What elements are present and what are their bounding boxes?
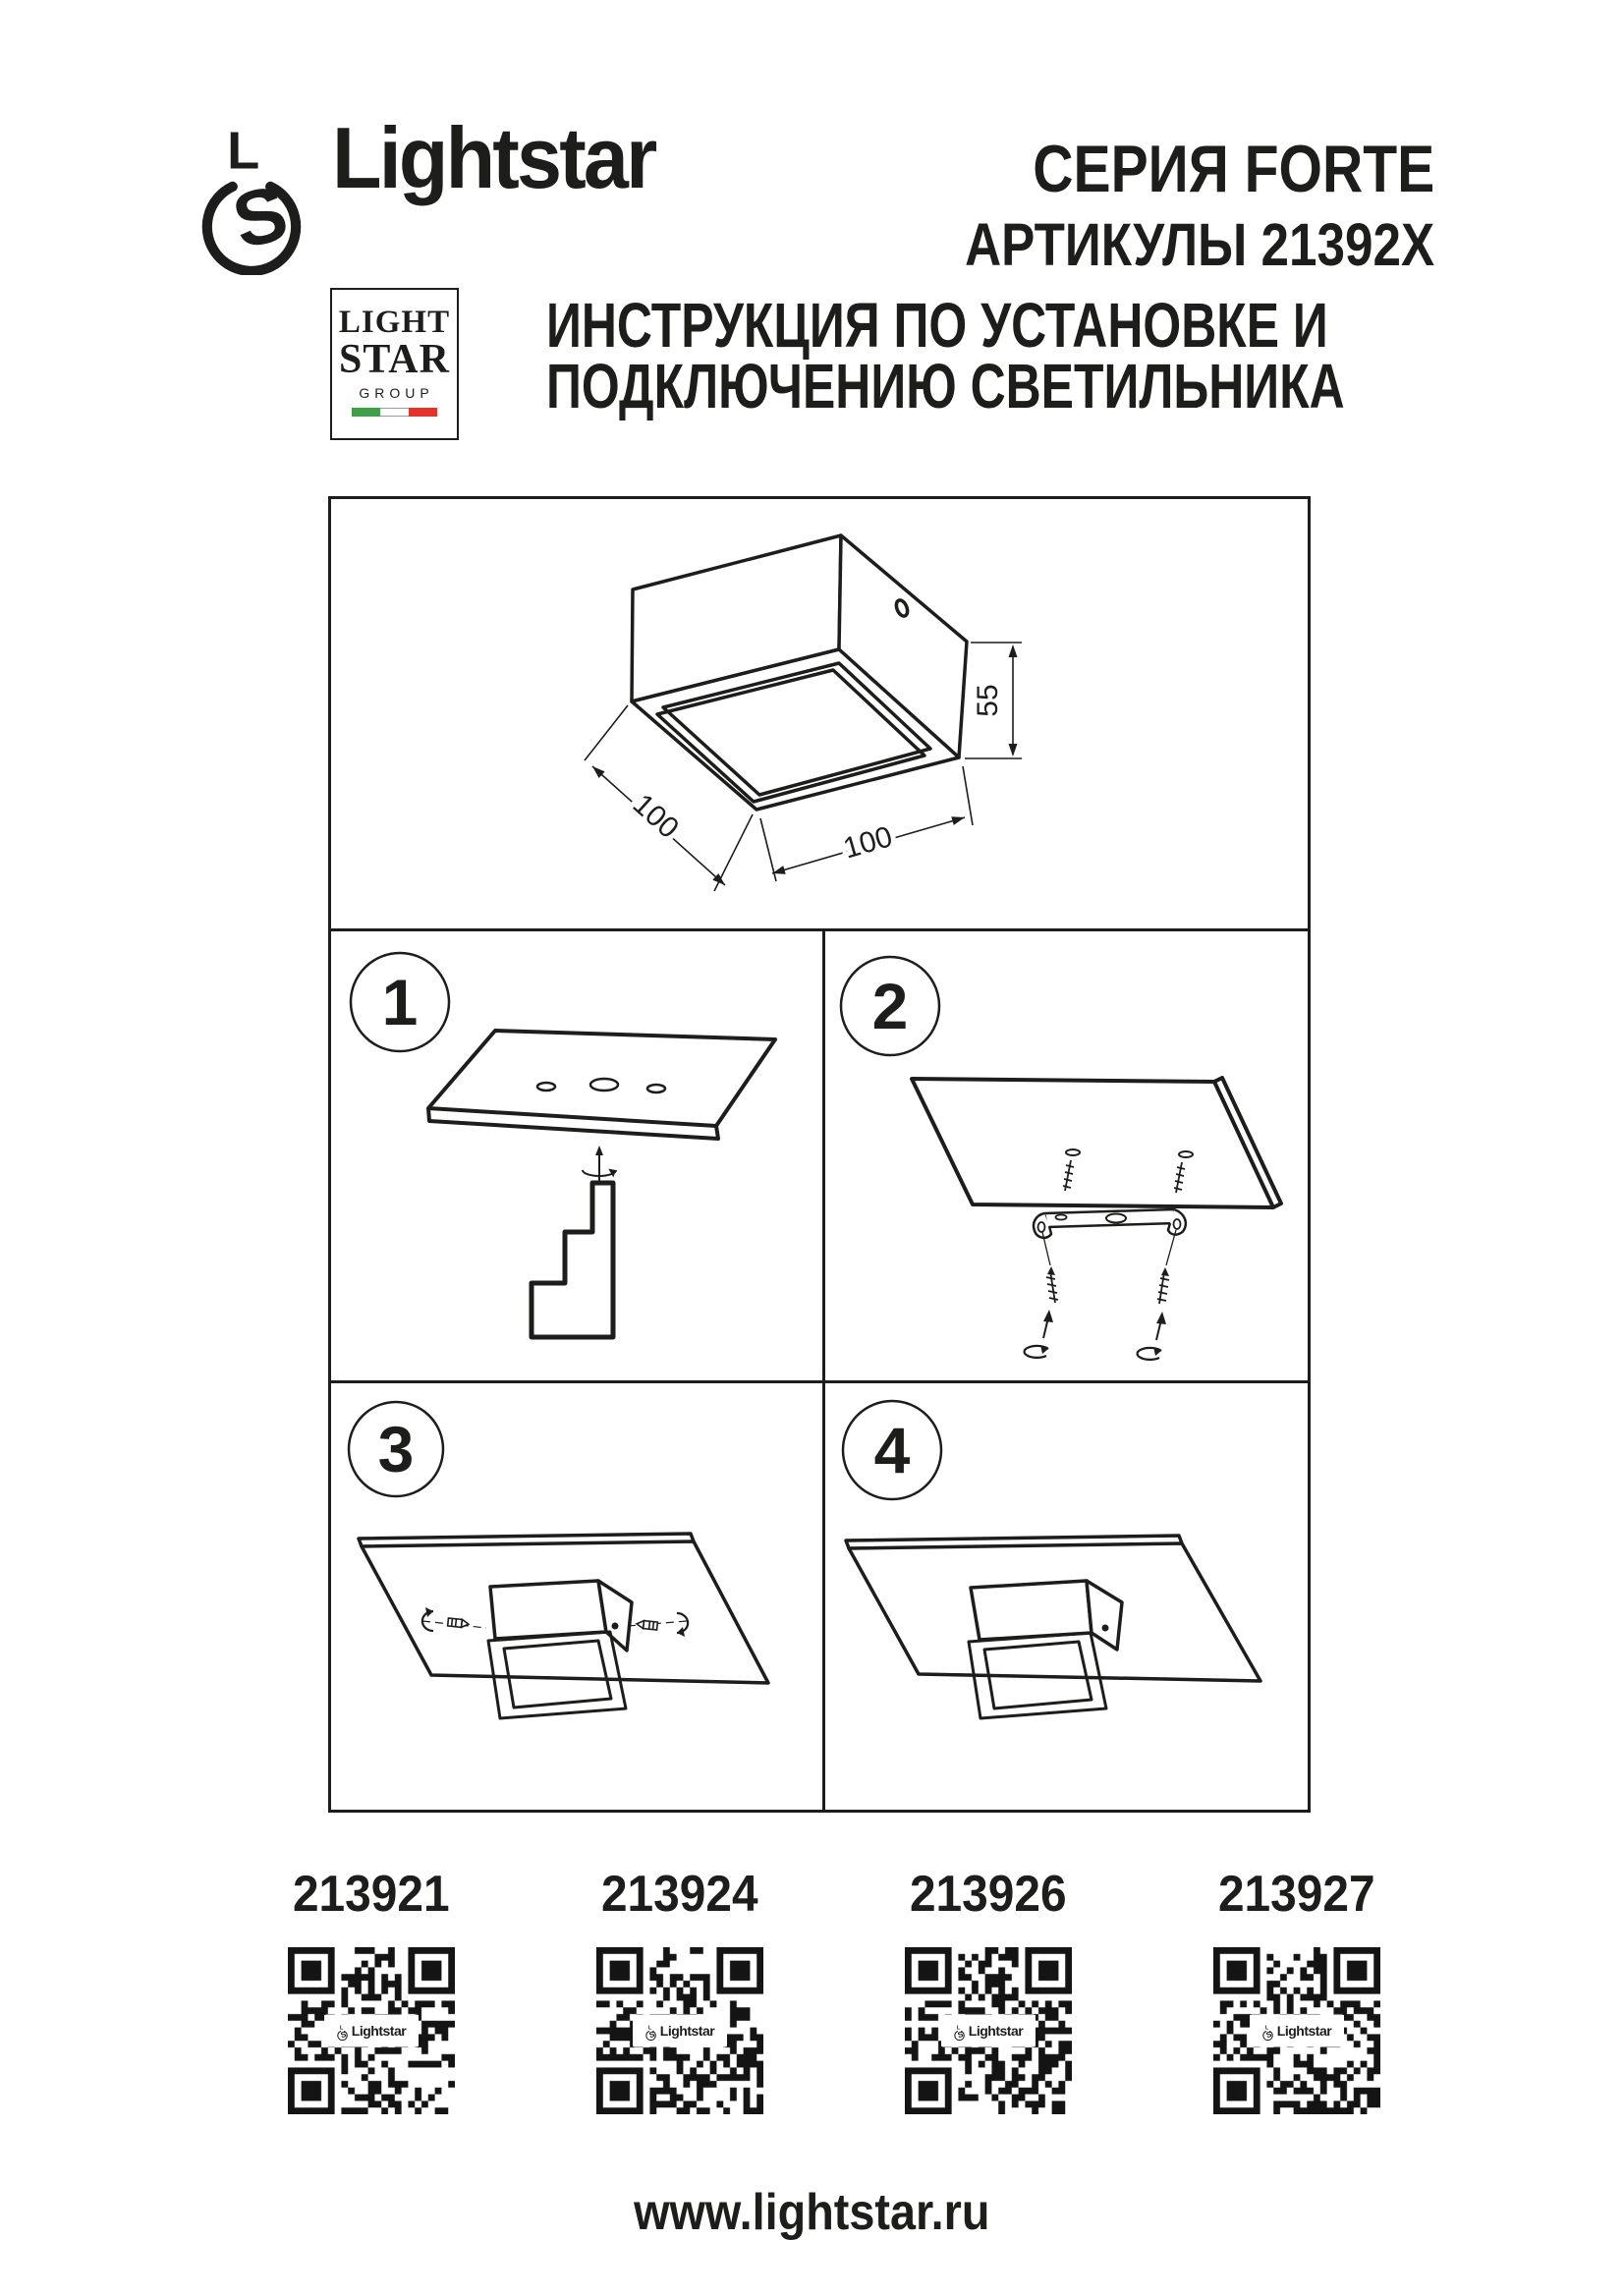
lamp-dimension-drawing [331,499,1308,928]
dim-left-label: 100 [626,787,685,845]
drill-bit-icon [532,1146,619,1337]
article-number: 213921 [293,1866,450,1923]
heading-line-2: ПОДКЛЮЧЕНИЮ СВЕТИЛЬНИКА [546,351,1345,421]
step-2-panel [825,931,1308,1380]
step-1-number: 1 [381,966,419,1038]
lightstar-bulb-icon [199,86,312,275]
dim-height-label: 55 [972,684,1004,717]
brand-wordmark: Lightstar [332,109,655,206]
qr-code-213926 [905,1947,1072,2114]
group-logo-star: STAR [339,337,450,382]
title-block [875,132,1434,278]
footer-website [0,2183,1624,2242]
qr-code-213924 [596,1947,763,2114]
side-screw-hole [1102,1625,1109,1632]
step-1-panel [331,931,822,1380]
website-url: www.lightstar.ru [634,2184,990,2241]
qr-code-213921 [288,1947,455,2114]
qr-center-logo [1250,2015,1344,2046]
articles-row [217,1867,1451,2114]
group-logo-group: GROUP [359,385,434,401]
lightstar-bulb-icon [645,2021,657,2041]
ceiling-plate [912,1078,1281,1207]
article-number: 213924 [601,1866,758,1923]
series-title: СЕРИЯ FORTE [1033,132,1434,206]
lightstar-group-logo [330,288,459,440]
wood-screw-left [1046,1266,1058,1303]
step-3-panel [331,1383,822,1810]
article-col-1 [217,1867,526,2114]
lightstar-bulb-icon [954,2021,966,2041]
qr-center-logo [324,2015,419,2046]
article-col-2 [526,1867,834,2114]
heading-line-1: ИНСТРУКЦИЯ ПО УСТАНОВКЕ И [546,290,1328,361]
flag-white-segment [380,408,409,417]
mounting-bracket [1034,1209,1186,1238]
article-col-4 [1143,1867,1451,2114]
diagram-grid [328,496,1311,1813]
side-screw-hole [612,1623,619,1630]
articles-subtitle: АРТИКУЛЫ 21392X [964,211,1434,278]
step-drill-body [532,1183,613,1337]
article-number: 213926 [910,1866,1067,1923]
qr-center-logo [941,2015,1036,2046]
flag-green-segment [352,408,380,417]
step-3-number: 3 [377,1413,415,1485]
step-4-number: 4 [873,1414,911,1486]
dim-bottom-label: 100 [839,820,896,866]
flag-red-segment [409,408,437,417]
qr-logo-text: Lightstar [659,2023,715,2039]
lightstar-bulb-icon [1262,2021,1274,2041]
lightstar-bulb-icon [337,2021,349,2041]
qr-logo-text: Lightstar [351,2023,407,2039]
article-number: 213927 [1218,1866,1375,1923]
insert-arrow-right [1138,1312,1166,1360]
italian-flag-stripe [352,408,438,417]
qr-center-logo [633,2015,727,2046]
step-4-panel [825,1383,1308,1810]
article-col-3 [834,1867,1143,2114]
qr-code-213927 [1213,1947,1380,2114]
qr-logo-text: Lightstar [1276,2023,1332,2039]
wood-screw-right [1157,1267,1169,1304]
step-2-number: 2 [871,970,909,1042]
instruction-heading [546,290,1570,421]
qr-logo-text: Lightstar [968,2023,1024,2039]
group-logo-light: LIGHT [338,305,451,340]
insert-arrow-left [1025,1310,1053,1358]
